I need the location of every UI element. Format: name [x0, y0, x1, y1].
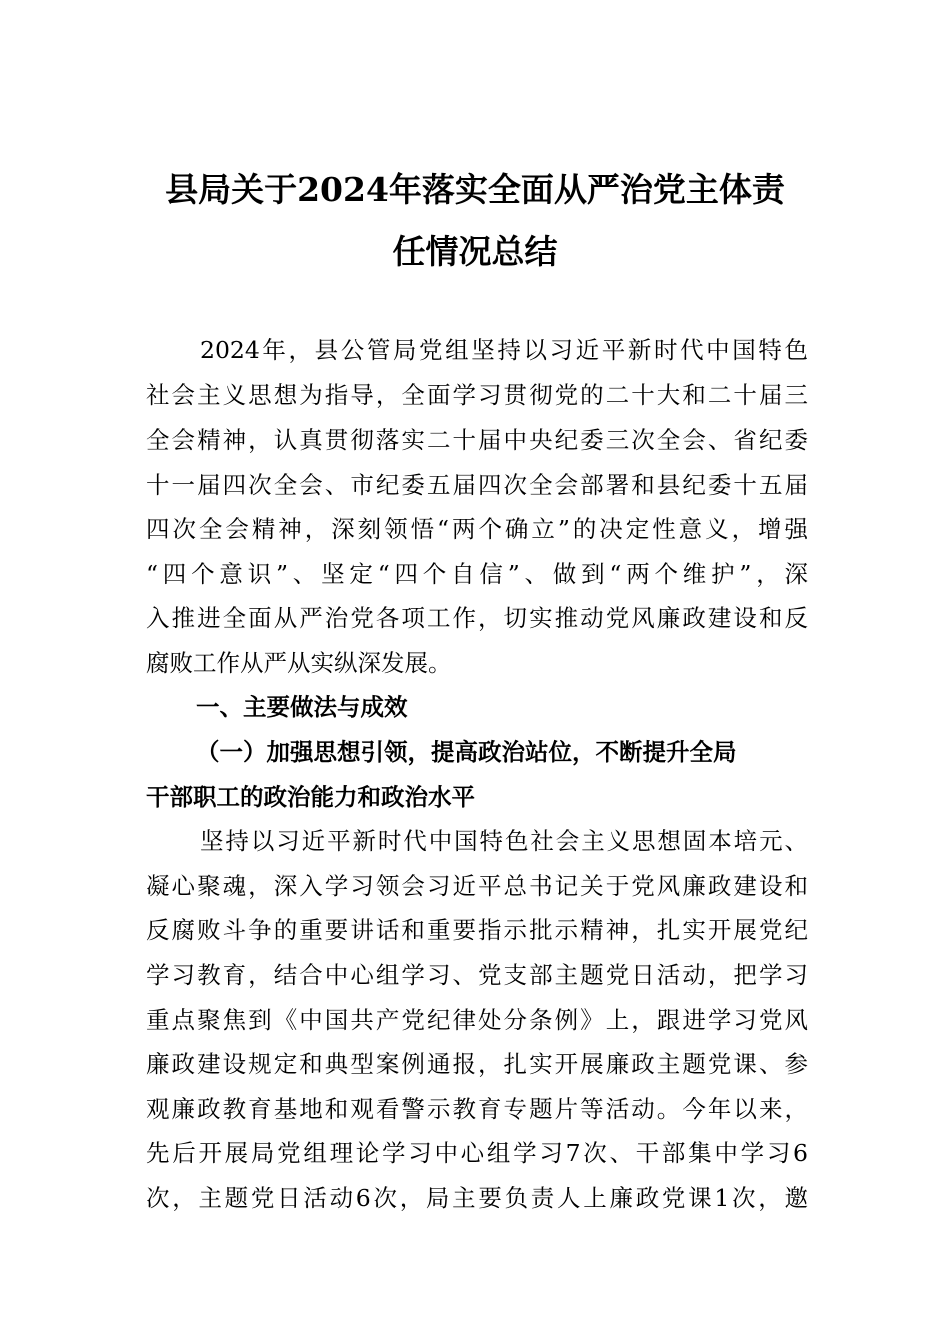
section-heading-1: 一、主要做法与成效 [196, 693, 408, 721]
subsection-heading-1-line-1: （一）加强思想引领，提高政治站位，不断提升全局 [196, 738, 737, 766]
intro-line-2: 社会主义思想为指导，全面学习贯彻党的二十大和二十届三 [146, 381, 808, 409]
para1-line-8: 先后开展局党组理论学习中心组学习7次、干部集中学习6 [146, 1139, 808, 1167]
intro-line-5: 四次全会精神，深刻领悟“两个确立”的决定性意义，增强 [146, 515, 808, 543]
para1-line-6: 廉政建设规定和典型案例通报，扎实开展廉政主题党课、参 [146, 1050, 808, 1078]
subsection-heading-1-line-2: 干部职工的政治能力和政治水平 [146, 783, 475, 811]
intro-line-7: 入推进全面从严治党各项工作，切实推动党风廉政建设和反 [146, 604, 808, 632]
intro-line-8: 腐败工作从严从实纵深发展。 [146, 649, 452, 677]
para1-line-7: 观廉政教育基地和观看警示教育专题片等活动。今年以来， [146, 1095, 808, 1123]
para1-line-3: 反腐败斗争的重要讲话和重要指示批示精神，扎实开展党纪 [146, 916, 808, 944]
intro-line-6: “四个意识”、坚定“四个自信”、做到“两个维护”，深 [146, 560, 808, 588]
para1-line-2: 凝心聚魂，深入学习领会习近平总书记关于党风廉政建设和 [146, 872, 808, 900]
para1-line-4: 学习教育，结合中心组学习、党支部主题党日活动，把学习 [146, 961, 808, 989]
para1-line-1: 坚持以习近平新时代中国特色社会主义思想固本培元、 [200, 827, 808, 855]
document-title-line-2: 任情况总结 [392, 232, 558, 271]
intro-line-4: 十一届四次全会、市纪委五届四次全会部署和县纪委十五届 [146, 471, 808, 499]
intro-line-1: 2024年，县公管局党组坚持以习近平新时代中国特色 [200, 336, 808, 364]
document-title-line-1: 县局关于2024年落实全面从严治党主体责 [165, 170, 785, 209]
intro-line-3: 全会精神，认真贯彻落实二十届中央纪委三次全会、省纪委 [146, 426, 808, 454]
para1-line-9: 次，主题党日活动6次，局主要负责人上廉政党课1次，邀 [146, 1184, 808, 1212]
para1-line-5: 重点聚焦到《中国共产党纪律处分条例》上，跟进学习党风 [146, 1006, 808, 1034]
